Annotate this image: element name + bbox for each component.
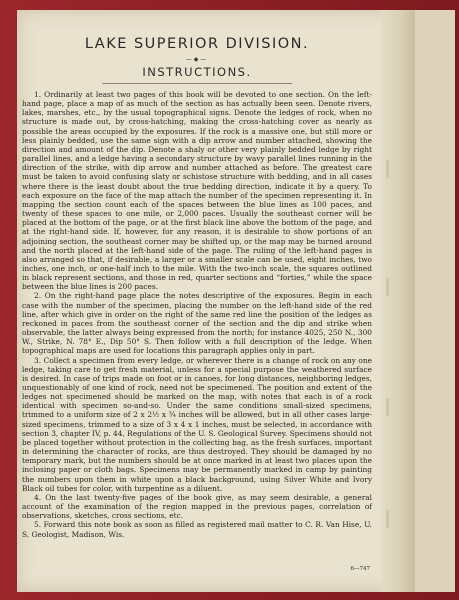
section-heading: INSTRUCTIONS. <box>142 65 252 79</box>
instruction-paragraph: 2. On the right-hand page place the notes descriptive of the exposures. Begin in each case with the number of the specimen, placing the number on the left-hand side of the red line, after which give in order on the right of the same red line the position of the ledges as reckoned in paces from the southeast corner of the section and the dip and strike when observable, the latter always being expressed from the north; for instance 4025, 250 N., 300 W., Strike, N. 78° E., Dip 50° S. Then follow with a full description of the ledge. When topographical maps are used for locations this paragraph applies only in part. <box>22 291 372 356</box>
binding-stitch <box>386 278 409 296</box>
print-code: 6—747 <box>350 566 370 572</box>
instruction-paragraph: 3. Collect a specimen from every ledge, or wherever there is a change of rock on any one ledge, taking care to get fresh material, unless for a special purpose the weathered surface is desired. In case of trips made on foot or in canoes, for long distances, neighboring ledges, unquestionably of one kind of rock, need not be specimened. The position and extent of the ledges not specimened should be marked on the map, with notes that each is of a rock identical with specimen so-and-so. Under the same conditions small-sized specimens, trimmed to a uniform size of 2 x 2½ x ¾ inches will be allowed, but in all other cases large-sized specimens, trimmed to a size of 3 x 4 x 1 inches, must be selected, in accordance with section 3, chapter IV, p. 44, Regulations of the U. S. Geological Survey. Specimens should not be placed together without protection in the collecting bag, as the fresh surfaces, important in determining the character of rocks, are thus destroyed. They should be damaged by no temporary mark, but the numbers should be at once marked in at least two places upon the inclosing paper or cloth bags. Specimens may be permanently marked in camp by painting the numbers upon them in white upon a black background, using Silver White and Ivory Black oil tubes for color, with turpentine as a diluent. <box>22 355 372 493</box>
binding-stitch <box>386 510 409 528</box>
binding-stitch <box>386 398 409 416</box>
instruction-paragraph: 4. On the last twenty-five pages of the book give, as may seem desirable, a general account of the examination of the region mapped in the previous pages, correlation of observations, sketches, cross sections, etc. <box>22 492 372 521</box>
facing-page-edge <box>415 10 455 592</box>
instruction-paragraph: 5. Forward this note book as soon as filled as registered mail matter to C. R. Van Hise, U. S. Geologist, Madison, Wis. <box>22 520 372 539</box>
instruction-paragraph: 1. Ordinarily at least two pages of this book will be devoted to one section. On the left-hand page, place a map of as much of the section as has actually been seen. Denote rivers, lakes, marshes, etc., by the usual topographical signs. Denote the ledges of rock, when no structure is made out, by cross-hatching, making the cross-hatching cover as nearly as possible the areas occupied by the exposures. If the rock is a massive one, but still more or less plainly bedded, use the same sign with a dip arrow and number attached, showing the direction and amount of the dip. Denote a shaly or other very plainly bedded ledge by right parallel lines, and a ledge having a secondary structure by wavy parallel lines running in the direction of the strike, with dip arrow and number attached as before. The greatest care must be taken to avoid confusing slaty or schistose structure with bedding, and in all cases where there is the least doubt about the true bedding direction, indicate it by a query. To each exposure on the face of the map attach the number of the specimen representing it. In mapping the section count each of the spaces between the blue lines as 100 paces, and twenty of these spaces to one mile, or 2,000 paces. Usually the southeast corner will be placed at the bottom of the page, or at the first black line above the bottom of the page, and at the right-hand side. If, however, for any reason, it is desirable to show portions of an adjoining section, the southeast corner may be shifted up, or the map may be turned around and the north placed at the left-hand side of the page. The ruling of the left-hand pages is also arranged so that, if desirable, a larger or a smaller scale can be used, eight inches, two inches, one inch, or one-half inch to the mile. With the two-inch scale, the squares outlined in black represent sections, and those in red, quarter sections and “forties,” while the space between the blue lines is 200 paces. <box>22 90 372 292</box>
heading-rule <box>102 83 292 84</box>
page-gutter <box>381 10 415 592</box>
binding-stitch <box>386 160 409 178</box>
instructions-content <box>22 36 372 539</box>
page-title: LAKE SUPERIOR DIVISION. <box>84 36 310 52</box>
title-ornament: —◆— <box>185 56 209 63</box>
